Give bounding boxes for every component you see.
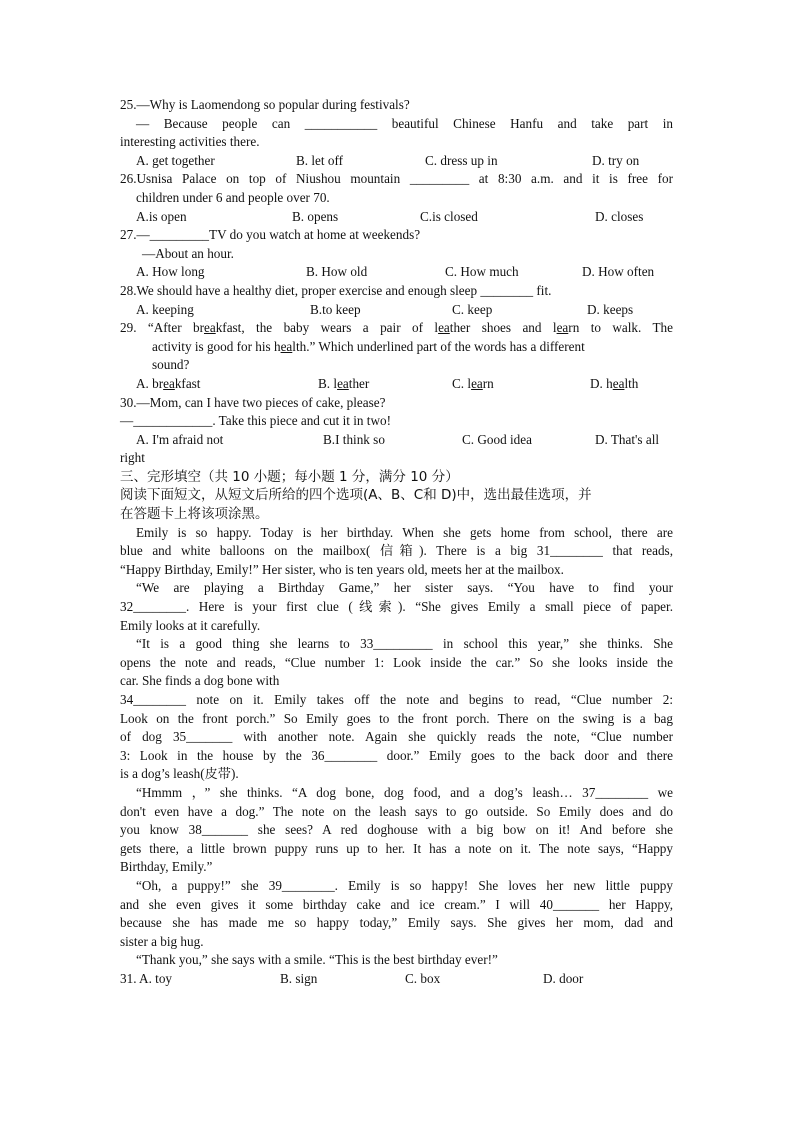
- q30-option-d-wrap: right: [120, 450, 145, 466]
- passage-line: Emily looks at it carefully.: [120, 617, 261, 633]
- q29-option-d-underline: ea: [612, 375, 625, 391]
- passage-line: because she has made me so happy today,” Emily says. She gives her mom, dad and: [120, 915, 673, 931]
- q27-option-c[interactable]: C. How much: [445, 264, 519, 280]
- q26-line1: 26.Usnisa Palace on top of Niushou mountain _________ at 8:30 a.m. and it is free for: [120, 171, 673, 187]
- q30-line2: —____________. Take this piece and cut it in two!: [120, 413, 391, 429]
- q29-option-a-pre: A. br: [136, 375, 164, 391]
- q28-option-b[interactable]: B.to keep: [310, 301, 361, 317]
- passage-line: “Oh, a puppy!” she 39________. Emily is so happy! She loves her new little puppy: [136, 877, 673, 893]
- q27-option-b[interactable]: B. How old: [306, 264, 368, 280]
- q31-option-b[interactable]: B. sign: [280, 970, 318, 986]
- passage-line: Look on the front porch.” So Emily goes to the front porch. There on the swing is a bag: [120, 710, 673, 726]
- passage-line: “We are playing a Birthday Game,” her sister says. “You have to find your: [136, 580, 673, 596]
- passage-line: gets there, a little brown puppy runs up to her. It has a note on it. The note says, “Happy: [120, 840, 673, 856]
- passage-line: you know 38_______ she sees? A red doghouse with a big bow on it! And before she: [120, 822, 673, 838]
- q29-underline-breakfast: ea: [203, 320, 216, 336]
- passage-line: “It is a good thing she learns to 33_________ in school this year,” she thinks. She: [136, 636, 673, 652]
- q26-option-d[interactable]: D. closes: [595, 208, 644, 224]
- q29-option-c-underline: ea: [471, 375, 483, 391]
- q26-option-b[interactable]: B. opens: [292, 208, 339, 224]
- q27-line1: 27.—_________TV do you watch at home at weekends?: [120, 227, 421, 243]
- q29-option-c[interactable]: [452, 375, 494, 394]
- passage-line: Birthday, Emily.”: [120, 859, 213, 875]
- q29-line2-text-b: lth.” Which underlined part of the words has a different: [292, 338, 585, 354]
- q29-underline-health: ea: [280, 338, 293, 354]
- section-title: 三、完形填空（共 10 小题；每小题 1 分，满分 10 分）: [120, 468, 459, 485]
- q25-option-a[interactable]: A. get together: [136, 152, 215, 168]
- q29-line1-text-b: kfast, the baby wears a pair of l: [215, 320, 439, 336]
- q28-option-c[interactable]: C. keep: [452, 301, 493, 317]
- q29-option-b-pre: B. l: [318, 375, 338, 391]
- q29-option-a-underline: ea: [163, 375, 175, 391]
- q26-option-c[interactable]: C.is closed: [420, 208, 478, 224]
- passage-line: 32________. Here is your first clue (线索). “She gives Emily a small piece of paper.: [120, 599, 673, 615]
- q31-option-a[interactable]: 31. A. toy: [120, 970, 173, 986]
- q29-option-c-post: rn: [482, 375, 494, 391]
- passage-line: 34________ note on it. Emily takes off the note and begins to read, “Clue number 2:: [120, 692, 673, 707]
- passage-line: sister a big hug.: [120, 933, 204, 949]
- q29-line2: [120, 338, 673, 357]
- q25-line3: interesting activities there.: [120, 134, 260, 150]
- passage-line: 3: Look in the house by the 36________ door.” Emily goes to the back door and there: [120, 747, 673, 763]
- q30-option-d[interactable]: D. That's all: [595, 431, 660, 447]
- q26-option-a[interactable]: A.is open: [136, 208, 187, 224]
- q29-option-d-pre: D. h: [590, 375, 613, 391]
- q27-option-a[interactable]: A. How long: [136, 264, 205, 280]
- exam-page: [120, 96, 673, 989]
- q25-option-c[interactable]: C. dress up in: [425, 152, 498, 168]
- q27-line2: —About an hour.: [142, 245, 234, 261]
- passage-line: “Happy Birthday, Emily!” Her sister, who is ten years old, meets her at the mailbox.: [120, 561, 564, 577]
- passage-line: and she even gives it some birthday cake and ice cream.” I will 40_______ her Happy,: [120, 896, 673, 912]
- q26-line2: children under 6 and people over 70.: [136, 189, 330, 205]
- q29-option-d[interactable]: [590, 375, 638, 394]
- passage-line: opens the note and reads, “Clue number 1: Look inside the car.” So she looks inside the: [120, 654, 673, 670]
- passage-line: “Thank you,” she says with a smile. “This is the best birthday ever!”: [136, 952, 498, 968]
- q29-option-b[interactable]: [318, 375, 369, 394]
- section-instruction-1: 阅读下面短文，从短文后所给的四个选项(A、B、C和 D)中，选出最佳选项，并: [120, 487, 592, 504]
- passage-line: Emily is so happy. Today is her birthday. When she gets home from school, there are: [136, 524, 673, 540]
- q29-line1-text-d: rn to walk. The: [568, 320, 673, 336]
- q28-option-d[interactable]: D. keeps: [587, 301, 634, 317]
- q30-line1: 30.—Mom, can I have two pieces of cake, please?: [120, 394, 386, 410]
- q28-options: [120, 301, 673, 320]
- q31-option-c[interactable]: C. box: [405, 970, 441, 986]
- q27-options: [120, 263, 673, 282]
- q27-option-d[interactable]: D. How often: [582, 264, 655, 280]
- q29-line1-text-c: ther shoes and l: [449, 320, 557, 336]
- passage-line: of dog 35_______ with another note. Again she quickly reads the note, “Clue number: [120, 729, 673, 745]
- q28-line1: 28.We should have a healthy diet, proper exercise and enough sleep ________ fit.: [120, 282, 552, 298]
- q25-option-d[interactable]: D. try on: [592, 152, 640, 168]
- q30-option-a[interactable]: A. I'm afraid not: [136, 431, 224, 447]
- passage-line: car. She finds a dog bone with: [120, 673, 280, 689]
- q25-line2: — Because people can ___________ beautiful Chinese Hanfu and take part in: [136, 115, 673, 131]
- passage-line: blue and white balloons on the mailbox( 信箱). There is a big 31________ that reads,: [120, 543, 673, 559]
- q25-options: [120, 152, 673, 171]
- q30-option-b[interactable]: B.I think so: [323, 431, 385, 447]
- q25-option-b[interactable]: B. let off: [296, 152, 344, 168]
- q29-line3: sound?: [152, 357, 190, 373]
- q29-option-d-post: lth: [624, 375, 639, 391]
- q25-stem: 25.—Why is Laomendong so popular during festivals?: [120, 97, 410, 112]
- q28-option-a[interactable]: A. keeping: [136, 301, 194, 317]
- q31-options: [120, 970, 673, 989]
- q29-line1: [120, 319, 673, 338]
- q29-underline-leather: ea: [438, 320, 450, 336]
- q29-option-b-post: ther: [348, 375, 370, 391]
- section-instruction-2: 在答题卡上将该项涂黑。: [120, 506, 269, 523]
- q29-underline-learn: ea: [556, 320, 569, 336]
- q30-option-c[interactable]: C. Good idea: [462, 431, 532, 447]
- q30-options: [120, 431, 673, 450]
- passage-line: don't even have a dog.” The note on the leash says to go outside. So Emily does and do: [120, 803, 673, 819]
- q29-line1-text-a: 29. “After br: [120, 320, 204, 336]
- q31-option-d[interactable]: D. door: [543, 970, 584, 986]
- q29-option-c-pre: C. l: [452, 375, 472, 391]
- q29-option-a-post: kfast: [174, 375, 201, 391]
- passage-line: is a dog’s leash(皮带).: [120, 766, 239, 782]
- q29-option-a[interactable]: [136, 375, 200, 394]
- q29-option-b-underline: ea: [337, 375, 349, 391]
- q29-line2-text-a: activity is good for his h: [152, 338, 281, 354]
- q29-options: [120, 375, 673, 394]
- q26-options: [120, 208, 673, 227]
- passage-line: “Hmmm ，” she thinks. “A dog bone, dog food, and a dog’s leash… 37________ we: [136, 784, 673, 800]
